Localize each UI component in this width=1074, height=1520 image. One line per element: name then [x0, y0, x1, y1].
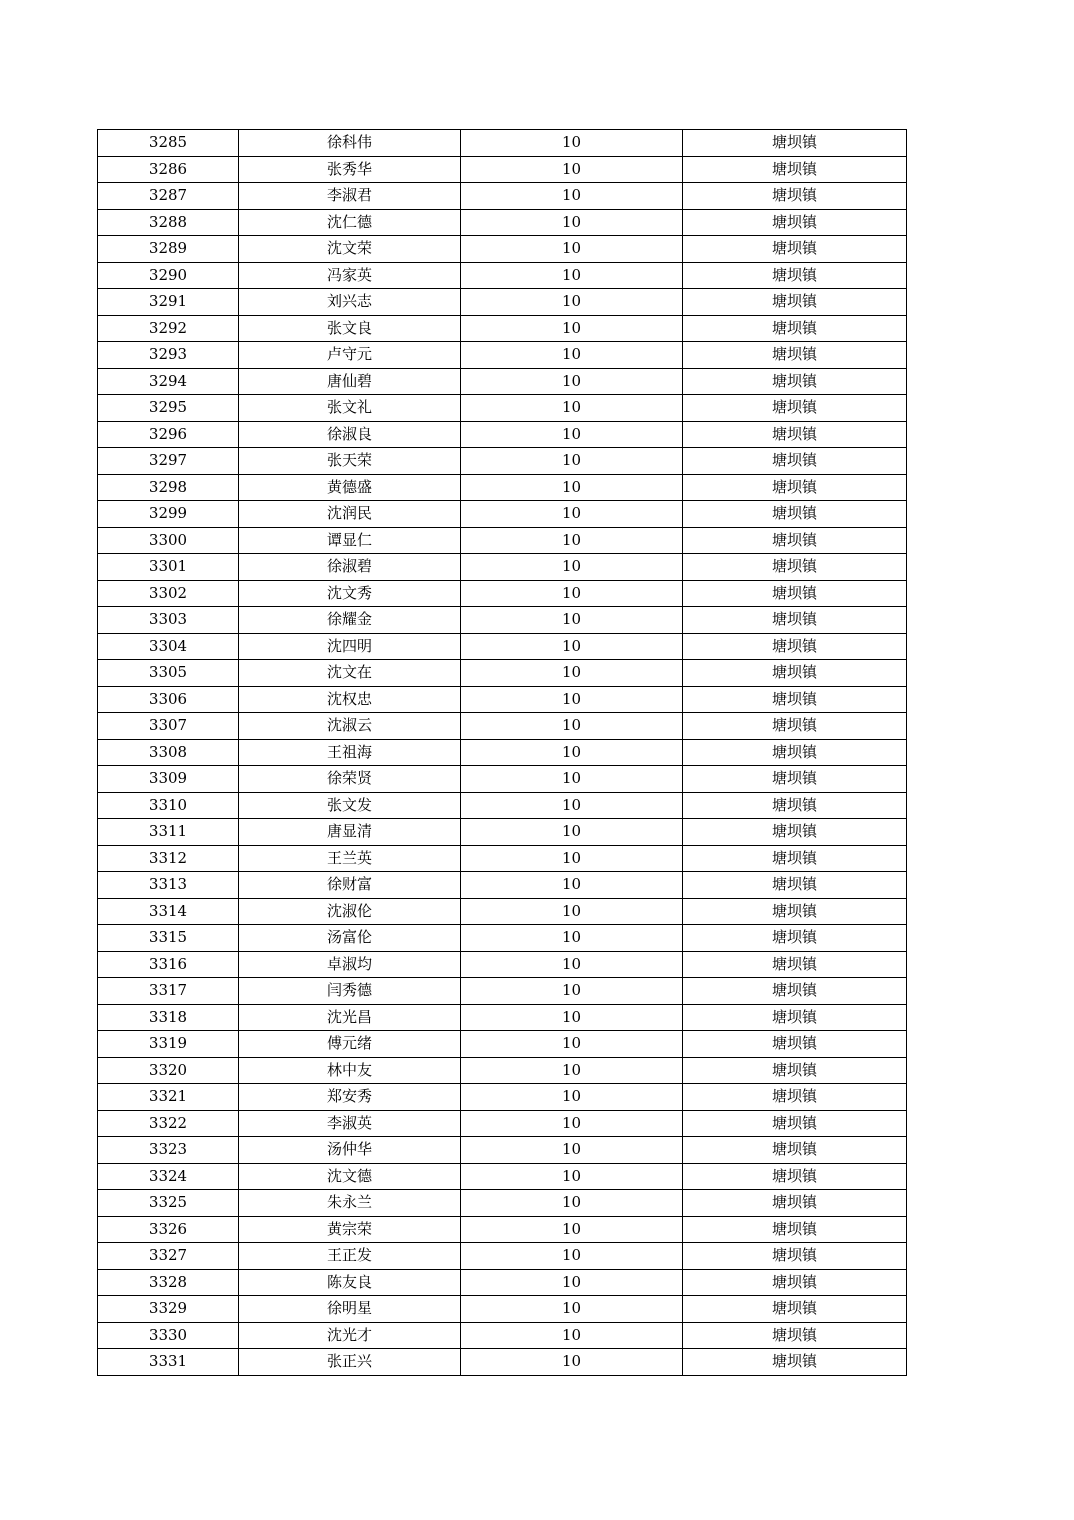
row-number-cell: 3325 — [98, 1190, 239, 1217]
town-cell: 塘坝镇 — [683, 819, 907, 846]
table-row — [98, 156, 907, 183]
town-cell: 塘坝镇 — [683, 1031, 907, 1058]
name-cell: 沈淑云 — [239, 713, 461, 740]
town-cell: 塘坝镇 — [683, 421, 907, 448]
name-cell: 徐荣贤 — [239, 766, 461, 793]
name-cell: 王正发 — [239, 1243, 461, 1270]
row-number-cell: 3293 — [98, 342, 239, 369]
amount-cell: 10 — [461, 898, 683, 925]
row-number-cell: 3327 — [98, 1243, 239, 1270]
row-number-cell: 3317 — [98, 978, 239, 1005]
name-cell: 徐淑碧 — [239, 554, 461, 581]
town-cell: 塘坝镇 — [683, 501, 907, 528]
name-cell: 张秀华 — [239, 156, 461, 183]
town-cell: 塘坝镇 — [683, 183, 907, 210]
row-number-cell: 3319 — [98, 1031, 239, 1058]
name-cell: 徐财富 — [239, 872, 461, 899]
table-row — [98, 1137, 907, 1164]
table-row — [98, 448, 907, 475]
town-cell: 塘坝镇 — [683, 925, 907, 952]
amount-cell: 10 — [461, 421, 683, 448]
table-row — [98, 872, 907, 899]
amount-cell: 10 — [461, 1216, 683, 1243]
amount-cell: 10 — [461, 156, 683, 183]
name-cell: 闫秀德 — [239, 978, 461, 1005]
table-row — [98, 183, 907, 210]
table-row — [98, 209, 907, 236]
row-number-cell: 3287 — [98, 183, 239, 210]
table-row — [98, 925, 907, 952]
amount-cell: 10 — [461, 1163, 683, 1190]
name-cell: 林中友 — [239, 1057, 461, 1084]
row-number-cell: 3324 — [98, 1163, 239, 1190]
name-cell: 黄宗荣 — [239, 1216, 461, 1243]
town-cell: 塘坝镇 — [683, 1243, 907, 1270]
row-number-cell: 3294 — [98, 368, 239, 395]
name-cell: 张文礼 — [239, 395, 461, 422]
table-row — [98, 262, 907, 289]
table-row — [98, 236, 907, 263]
amount-cell: 10 — [461, 1269, 683, 1296]
town-cell: 塘坝镇 — [683, 474, 907, 501]
table-row — [98, 1296, 907, 1323]
town-cell: 塘坝镇 — [683, 395, 907, 422]
name-cell: 张文发 — [239, 792, 461, 819]
town-cell: 塘坝镇 — [683, 1216, 907, 1243]
town-cell: 塘坝镇 — [683, 1163, 907, 1190]
name-cell: 冯家英 — [239, 262, 461, 289]
town-cell: 塘坝镇 — [683, 527, 907, 554]
amount-cell: 10 — [461, 739, 683, 766]
amount-cell: 10 — [461, 925, 683, 952]
row-number-cell: 3303 — [98, 607, 239, 634]
row-number-cell: 3285 — [98, 130, 239, 157]
amount-cell: 10 — [461, 951, 683, 978]
town-cell: 塘坝镇 — [683, 342, 907, 369]
town-cell: 塘坝镇 — [683, 1190, 907, 1217]
table-row — [98, 342, 907, 369]
name-cell: 李淑英 — [239, 1110, 461, 1137]
row-number-cell: 3321 — [98, 1084, 239, 1111]
name-cell: 黄德盛 — [239, 474, 461, 501]
row-number-cell: 3312 — [98, 845, 239, 872]
row-number-cell: 3305 — [98, 660, 239, 687]
row-number-cell: 3300 — [98, 527, 239, 554]
town-cell: 塘坝镇 — [683, 607, 907, 634]
town-cell: 塘坝镇 — [683, 1004, 907, 1031]
table-row — [98, 1322, 907, 1349]
amount-cell: 10 — [461, 1031, 683, 1058]
name-cell: 唐显清 — [239, 819, 461, 846]
town-cell: 塘坝镇 — [683, 1269, 907, 1296]
town-cell: 塘坝镇 — [683, 209, 907, 236]
town-cell: 塘坝镇 — [683, 236, 907, 263]
row-number-cell: 3288 — [98, 209, 239, 236]
name-cell: 沈仁德 — [239, 209, 461, 236]
row-number-cell: 3304 — [98, 633, 239, 660]
town-cell: 塘坝镇 — [683, 633, 907, 660]
row-number-cell: 3318 — [98, 1004, 239, 1031]
town-cell: 塘坝镇 — [683, 289, 907, 316]
row-number-cell: 3289 — [98, 236, 239, 263]
name-cell: 沈权忠 — [239, 686, 461, 713]
amount-cell: 10 — [461, 130, 683, 157]
amount-cell: 10 — [461, 315, 683, 342]
row-number-cell: 3298 — [98, 474, 239, 501]
name-cell: 沈文荣 — [239, 236, 461, 263]
town-cell: 塘坝镇 — [683, 1349, 907, 1376]
table-row — [98, 819, 907, 846]
table-row — [98, 130, 907, 157]
table-row — [98, 845, 907, 872]
amount-cell: 10 — [461, 819, 683, 846]
name-cell: 沈文秀 — [239, 580, 461, 607]
row-number-cell: 3326 — [98, 1216, 239, 1243]
table-row — [98, 527, 907, 554]
town-cell: 塘坝镇 — [683, 739, 907, 766]
name-cell: 卓淑均 — [239, 951, 461, 978]
table-row — [98, 395, 907, 422]
data-table — [97, 129, 907, 1376]
row-number-cell: 3323 — [98, 1137, 239, 1164]
name-cell: 沈润民 — [239, 501, 461, 528]
amount-cell: 10 — [461, 607, 683, 634]
table-row — [98, 1269, 907, 1296]
table-row — [98, 501, 907, 528]
row-number-cell: 3322 — [98, 1110, 239, 1137]
name-cell: 李淑君 — [239, 183, 461, 210]
town-cell: 塘坝镇 — [683, 315, 907, 342]
amount-cell: 10 — [461, 792, 683, 819]
amount-cell: 10 — [461, 1349, 683, 1376]
row-number-cell: 3314 — [98, 898, 239, 925]
table-row — [98, 289, 907, 316]
amount-cell: 10 — [461, 1110, 683, 1137]
amount-cell: 10 — [461, 1057, 683, 1084]
town-cell: 塘坝镇 — [683, 766, 907, 793]
name-cell: 张文良 — [239, 315, 461, 342]
row-number-cell: 3306 — [98, 686, 239, 713]
amount-cell: 10 — [461, 872, 683, 899]
name-cell: 谭显仁 — [239, 527, 461, 554]
amount-cell: 10 — [461, 448, 683, 475]
table-row — [98, 898, 907, 925]
table-body — [98, 130, 907, 1376]
row-number-cell: 3295 — [98, 395, 239, 422]
table-row — [98, 1110, 907, 1137]
town-cell: 塘坝镇 — [683, 872, 907, 899]
name-cell: 沈淑伦 — [239, 898, 461, 925]
name-cell: 唐仙碧 — [239, 368, 461, 395]
row-number-cell: 3331 — [98, 1349, 239, 1376]
row-number-cell: 3308 — [98, 739, 239, 766]
table-row — [98, 1163, 907, 1190]
table-row — [98, 660, 907, 687]
amount-cell: 10 — [461, 183, 683, 210]
amount-cell: 10 — [461, 1084, 683, 1111]
name-cell: 徐耀金 — [239, 607, 461, 634]
row-number-cell: 3299 — [98, 501, 239, 528]
table-row — [98, 633, 907, 660]
table-row — [98, 1004, 907, 1031]
table-row — [98, 978, 907, 1005]
town-cell: 塘坝镇 — [683, 1137, 907, 1164]
row-number-cell: 3302 — [98, 580, 239, 607]
name-cell: 汤仲华 — [239, 1137, 461, 1164]
name-cell: 张天荣 — [239, 448, 461, 475]
name-cell: 徐淑良 — [239, 421, 461, 448]
town-cell: 塘坝镇 — [683, 130, 907, 157]
row-number-cell: 3297 — [98, 448, 239, 475]
town-cell: 塘坝镇 — [683, 792, 907, 819]
amount-cell: 10 — [461, 501, 683, 528]
table-row — [98, 1243, 907, 1270]
row-number-cell: 3291 — [98, 289, 239, 316]
town-cell: 塘坝镇 — [683, 660, 907, 687]
town-cell: 塘坝镇 — [683, 951, 907, 978]
row-number-cell: 3307 — [98, 713, 239, 740]
row-number-cell: 3315 — [98, 925, 239, 952]
table-row — [98, 315, 907, 342]
name-cell: 沈文德 — [239, 1163, 461, 1190]
amount-cell: 10 — [461, 1243, 683, 1270]
amount-cell: 10 — [461, 978, 683, 1005]
amount-cell: 10 — [461, 209, 683, 236]
amount-cell: 10 — [461, 660, 683, 687]
town-cell: 塘坝镇 — [683, 686, 907, 713]
name-cell: 朱永兰 — [239, 1190, 461, 1217]
table-row — [98, 713, 907, 740]
row-number-cell: 3329 — [98, 1296, 239, 1323]
town-cell: 塘坝镇 — [683, 1057, 907, 1084]
amount-cell: 10 — [461, 1004, 683, 1031]
row-number-cell: 3296 — [98, 421, 239, 448]
amount-cell: 10 — [461, 713, 683, 740]
town-cell: 塘坝镇 — [683, 898, 907, 925]
amount-cell: 10 — [461, 236, 683, 263]
name-cell: 刘兴志 — [239, 289, 461, 316]
name-cell: 汤富伦 — [239, 925, 461, 952]
town-cell: 塘坝镇 — [683, 978, 907, 1005]
name-cell: 沈文在 — [239, 660, 461, 687]
row-number-cell: 3320 — [98, 1057, 239, 1084]
name-cell: 沈光昌 — [239, 1004, 461, 1031]
town-cell: 塘坝镇 — [683, 262, 907, 289]
name-cell: 徐明星 — [239, 1296, 461, 1323]
table-row — [98, 766, 907, 793]
row-number-cell: 3286 — [98, 156, 239, 183]
table-row — [98, 1190, 907, 1217]
amount-cell: 10 — [461, 633, 683, 660]
name-cell: 张正兴 — [239, 1349, 461, 1376]
table-row — [98, 368, 907, 395]
row-number-cell: 3292 — [98, 315, 239, 342]
town-cell: 塘坝镇 — [683, 713, 907, 740]
row-number-cell: 3311 — [98, 819, 239, 846]
town-cell: 塘坝镇 — [683, 448, 907, 475]
table-row — [98, 1349, 907, 1376]
table-row — [98, 474, 907, 501]
amount-cell: 10 — [461, 554, 683, 581]
row-number-cell: 3330 — [98, 1322, 239, 1349]
table-row — [98, 739, 907, 766]
amount-cell: 10 — [461, 1296, 683, 1323]
table-row — [98, 580, 907, 607]
amount-cell: 10 — [461, 289, 683, 316]
amount-cell: 10 — [461, 845, 683, 872]
row-number-cell: 3316 — [98, 951, 239, 978]
name-cell: 傅元绪 — [239, 1031, 461, 1058]
name-cell: 陈友良 — [239, 1269, 461, 1296]
name-cell: 郑安秀 — [239, 1084, 461, 1111]
town-cell: 塘坝镇 — [683, 156, 907, 183]
town-cell: 塘坝镇 — [683, 1322, 907, 1349]
table-row — [98, 792, 907, 819]
amount-cell: 10 — [461, 1190, 683, 1217]
row-number-cell: 3290 — [98, 262, 239, 289]
amount-cell: 10 — [461, 342, 683, 369]
name-cell: 王祖海 — [239, 739, 461, 766]
town-cell: 塘坝镇 — [683, 1296, 907, 1323]
table-row — [98, 951, 907, 978]
amount-cell: 10 — [461, 1137, 683, 1164]
name-cell: 王兰英 — [239, 845, 461, 872]
table-row — [98, 1057, 907, 1084]
table-row — [98, 554, 907, 581]
town-cell: 塘坝镇 — [683, 1110, 907, 1137]
amount-cell: 10 — [461, 474, 683, 501]
name-cell: 沈四明 — [239, 633, 461, 660]
row-number-cell: 3310 — [98, 792, 239, 819]
town-cell: 塘坝镇 — [683, 845, 907, 872]
table-row — [98, 421, 907, 448]
amount-cell: 10 — [461, 368, 683, 395]
table-row — [98, 1031, 907, 1058]
table-row — [98, 1216, 907, 1243]
town-cell: 塘坝镇 — [683, 554, 907, 581]
amount-cell: 10 — [461, 262, 683, 289]
name-cell: 卢守元 — [239, 342, 461, 369]
table-row — [98, 607, 907, 634]
amount-cell: 10 — [461, 527, 683, 554]
amount-cell: 10 — [461, 395, 683, 422]
town-cell: 塘坝镇 — [683, 1084, 907, 1111]
table-row — [98, 686, 907, 713]
amount-cell: 10 — [461, 686, 683, 713]
amount-cell: 10 — [461, 766, 683, 793]
amount-cell: 10 — [461, 580, 683, 607]
name-cell: 沈光才 — [239, 1322, 461, 1349]
town-cell: 塘坝镇 — [683, 580, 907, 607]
name-cell: 徐科伟 — [239, 130, 461, 157]
row-number-cell: 3309 — [98, 766, 239, 793]
row-number-cell: 3301 — [98, 554, 239, 581]
amount-cell: 10 — [461, 1322, 683, 1349]
row-number-cell: 3328 — [98, 1269, 239, 1296]
row-number-cell: 3313 — [98, 872, 239, 899]
table-row — [98, 1084, 907, 1111]
town-cell: 塘坝镇 — [683, 368, 907, 395]
